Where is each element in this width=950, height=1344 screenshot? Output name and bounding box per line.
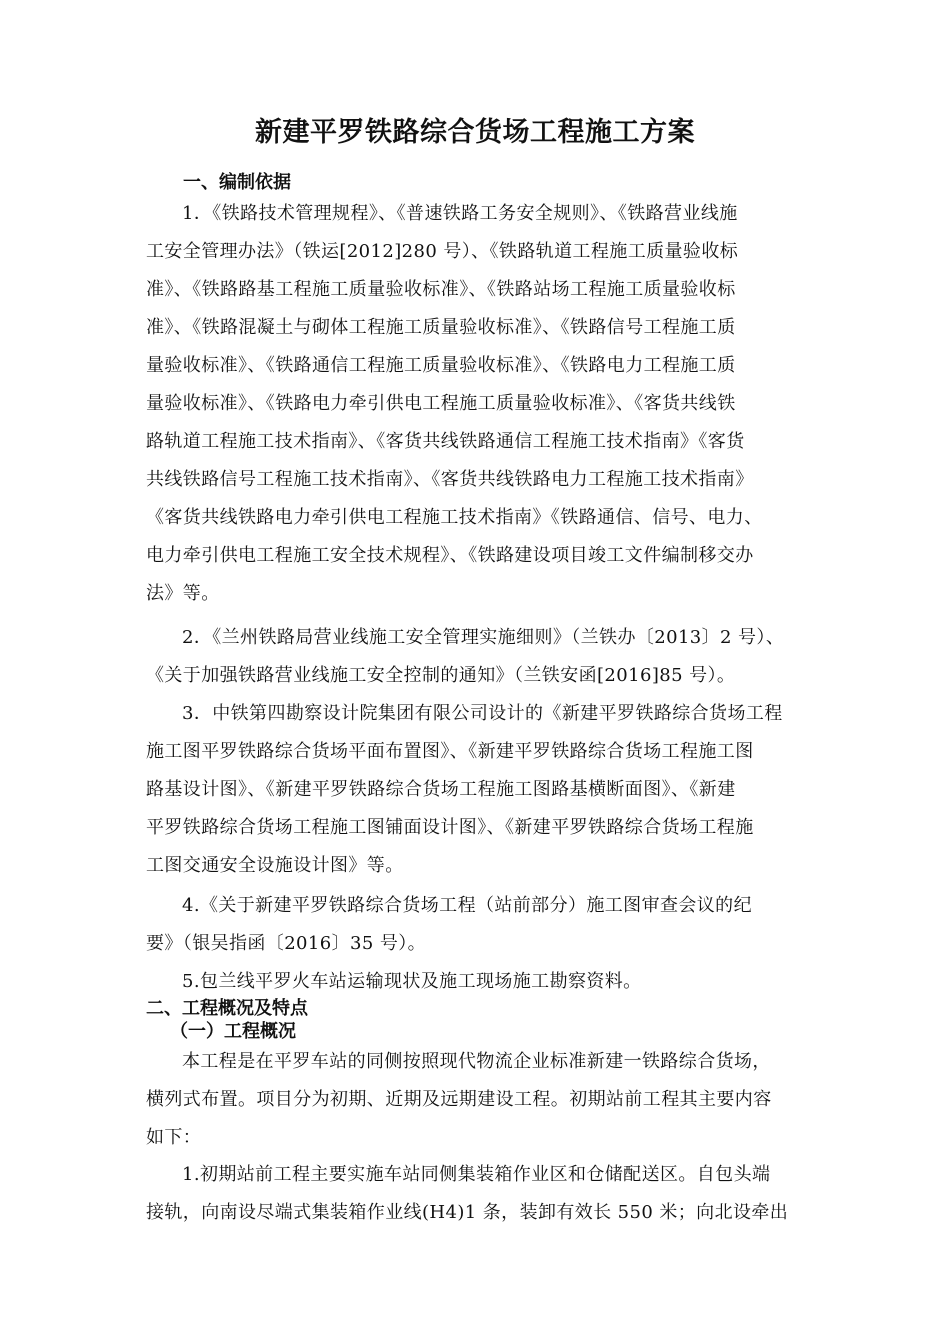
text-line: 4.《关于新建平罗铁路综合货场工程（站前部分）施工图审查会议的纪: [182, 895, 752, 916]
paragraph-basis-4: [146, 887, 806, 963]
paragraph-overview-2: [146, 1156, 806, 1232]
text-line: 法》等。: [146, 583, 220, 604]
text-line: 量验收标准》、《铁路电力牵引供电工程施工质量验收标准》、《客货共线铁: [146, 393, 736, 414]
text-line: 1.初期站前工程主要实施车站同侧集装箱作业区和仓储配送区。自包头端: [182, 1164, 771, 1185]
paragraph-basis-3: [146, 695, 806, 885]
text-line: 《客货共线铁路电力牵引供电工程施工技术指南》《铁路通信、信号、电力、: [146, 507, 763, 528]
text-line: 工图交通安全设施设计图》等。: [146, 855, 404, 876]
section-heading-basis: 一、编制依据: [183, 172, 291, 193]
text-line: 本工程是在平罗车站的同侧按照现代物流企业标准新建一铁路综合货场，: [182, 1051, 771, 1072]
text-line: 路轨道工程施工技术指南》、《客货共线铁路通信工程施工技术指南》《客货: [146, 431, 745, 452]
text-line: 准》、《铁路路基工程施工质量验收标准》、《铁路站场工程施工质量验收标: [146, 279, 736, 300]
paragraph-basis-1: [146, 195, 806, 613]
paragraph-overview-1: [146, 1043, 806, 1157]
text-line: 3．中铁第四勘察设计院集团有限公司设计的《新建平罗铁路综合货场工程: [182, 703, 783, 724]
text-line: 施工图平罗铁路综合货场平面布置图》、《新建平罗铁路综合货场工程施工图: [146, 741, 754, 762]
text-line: 5.包兰线平罗火车站运输现状及施工现场施工勘察资料。: [182, 971, 642, 992]
text-line: 量验收标准》、《铁路通信工程施工质量验收标准》、《铁路电力工程施工质: [146, 355, 736, 376]
text-line: 接轨，向南设尽端式集装箱作业线(H4)1 条，装卸有效长 550 米；向北设牵出: [146, 1202, 789, 1223]
text-line: 路基设计图》、《新建平罗铁路综合货场工程施工图路基横断面图》、《新建: [146, 779, 736, 800]
text-line: 电力牵引供电工程施工安全技术规程》、《铁路建设项目竣工文件编制移交办: [146, 545, 754, 566]
text-line: 如下：: [146, 1127, 202, 1148]
text-line: 平罗铁路综合货场工程施工图铺面设计图》、《新建平罗铁路综合货场工程施: [146, 817, 754, 838]
text-line: 要》（银吴指函〔2016〕35 号）。: [146, 933, 427, 954]
paragraph-basis-5: [146, 963, 806, 1001]
text-line: 准》、《铁路混凝土与砌体工程施工质量验收标准》、《铁路信号工程施工质: [146, 317, 736, 338]
text-line: 2．《兰州铁路局营业线施工安全管理实施细则》（兰铁办〔2013〕2 号）、: [182, 627, 785, 648]
text-line: 1．《铁路技术管理规程》、《普速铁路工务安全规则》、《铁路营业线施: [182, 203, 738, 224]
section-heading-overview: 二、工程概况及特点: [146, 998, 308, 1019]
subsection-heading-overview: （一）工程概况: [170, 1021, 296, 1042]
text-line: 工安全管理办法》（铁运[2012]280 号）、《铁路轨道工程施工质量验收标: [146, 241, 739, 262]
text-line: 共线铁路信号工程施工技术指南》、《客货共线铁路电力工程施工技术指南》: [146, 469, 754, 490]
paragraph-basis-2: [146, 619, 806, 695]
text-line: 横列式布置。项目分为初期、近期及远期建设工程。初期站前工程其主要内容: [146, 1089, 772, 1110]
document-title: 新建平罗铁路综合货场工程施工方案: [255, 117, 695, 148]
text-line: 《关于加强铁路营业线施工安全控制的通知》（兰铁安函[2016]85 号）。: [146, 665, 736, 686]
